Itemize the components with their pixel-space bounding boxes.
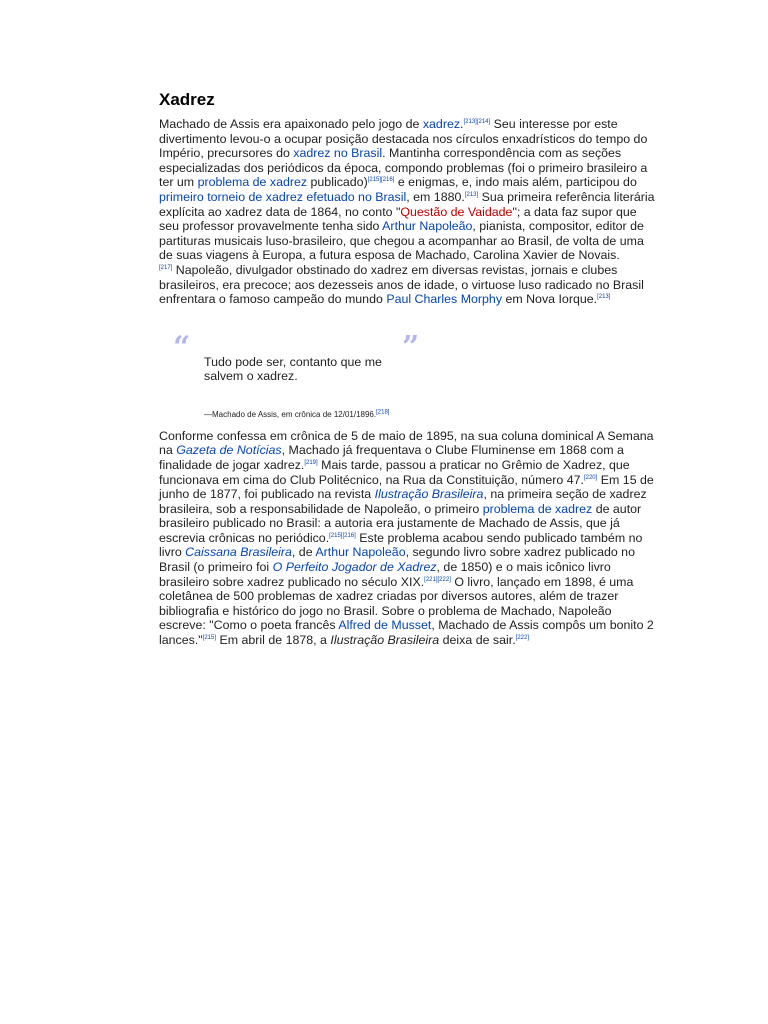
text: publicado): [307, 175, 368, 190]
reference-link[interactable]: [213][214]: [463, 118, 491, 125]
link-ilustracao-brasileira[interactable]: [375, 487, 484, 501]
reference-link[interactable]: [221][222]: [424, 576, 451, 583]
reference-link[interactable]: [218]: [376, 409, 390, 416]
text: "; a data faz supor que seu professor provavelmente tenha sido: [159, 204, 637, 234]
link-paul-charles-morphy[interactable]: Paul Charles Morphy: [386, 292, 503, 307]
link-problema-de-xadrez[interactable]: problema de xadrez: [482, 501, 593, 516]
text: Em 15 de junho de 1877, foi publicado na revista: [159, 472, 654, 502]
text: e enigmas, e, indo mais além, participou do: [394, 175, 637, 190]
link-questao-de-vaidade[interactable]: Questão de Vaidade: [400, 204, 513, 219]
article-section: [159, 88, 655, 648]
quote-attribution: [204, 410, 389, 420]
text: Sua primeira referência literária explícita ao xadrez data de 1864, no conto ": [159, 189, 655, 219]
reference-link[interactable]: [215][216]: [367, 177, 395, 184]
text: , pianista, compositor, editor de partituras musicais luso-brasileiro, que chegou a acompanhar ao Brasil, de volta de uma de suas viagens à Europa, a futura esposa de Machado, Carolina Xavier de Novais.: [159, 219, 644, 263]
link-alfred-de-musset[interactable]: Alfred de Musset: [338, 618, 432, 633]
text: Mais tarde, passou a praticar no Grêmio de Xadrez, que funcionava em cima do Club Politécnico, na Rua da Constituição, número 47.: [159, 457, 630, 487]
text: Em abril de 1878, a: [216, 633, 331, 648]
text: .: [460, 117, 464, 131]
link-perfeito-jogador[interactable]: [273, 560, 437, 574]
reference-link[interactable]: [213]: [464, 191, 479, 198]
link-arthur-napoleao[interactable]: Arthur Napoleão: [315, 545, 406, 560]
reference-link[interactable]: [222]: [515, 634, 530, 641]
link-problema-de-xadrez[interactable]: problema de xadrez: [197, 175, 308, 190]
reference-link[interactable]: [220]: [583, 474, 598, 481]
link-caissana-brasileira[interactable]: [185, 545, 292, 559]
text: Seu interesse por este divertimento levou-o a ocupar posição destacada nos círculos enxadrísticos do tempo do Império, precursores do: [159, 117, 648, 161]
text: , de: [291, 545, 316, 560]
text: O livro, lançado em 1898, é uma coletânea de 500 problemas de xadrez criadas por diversos autores, além de trazer bibliografia e histórico do jogo no Brasil. Sobre o problema de Machado, Napoleão escreve: "Como o poeta francês: [159, 574, 634, 633]
link-primeiro-torneio[interactable]: primeiro torneio de xadrez efetuado no Brasil: [159, 189, 407, 204]
italic-text: Gazeta de Notícias: [176, 443, 282, 458]
text: de autor brasileiro publicado no Brasil: a autoria era justamente de Machado de Assis, que já escrevia crônicas no periódico.: [159, 501, 642, 545]
paragraph-chess-history: [159, 429, 655, 648]
quote-text: Tudo pode ser, contanto que me salvem o xadrez.: [204, 354, 382, 384]
italic-text: Caissana Brasileira: [185, 545, 292, 560]
text: Este problema acabou sendo publicado também no livro: [159, 530, 643, 560]
text: em Nova Iorque.: [502, 292, 598, 307]
link-xadrez-no-brasil[interactable]: xadrez no Brasil: [293, 146, 383, 161]
reference-link[interactable]: [213]: [597, 294, 611, 300]
reference-link[interactable]: [217]: [159, 264, 173, 271]
text: , em 1880.: [406, 189, 465, 204]
link-gazeta-de-noticias[interactable]: [176, 443, 281, 457]
link-xadrez[interactable]: xadrez: [422, 117, 461, 131]
close-quote-icon: ”: [402, 329, 420, 365]
text: , Machado de Assis compôs um bonito 2 lances.": [159, 618, 654, 648]
text: , segundo livro sobre xadrez publicado no Brasil (o primeiro foi: [159, 545, 635, 575]
text: Napoleão, divulgador obstinado do xadrez em diversas revistas, jornais e clubes brasileiros, era precoce; aos dezesseis anos de idade, o virtuose luso radicado no Brasil enfrentara o famoso campeão do mundo: [159, 262, 644, 307]
open-quote-icon: “: [173, 329, 191, 365]
italic-text: O Perfeito Jogador de Xadrez: [272, 560, 437, 575]
reference-link[interactable]: [219]: [304, 459, 318, 466]
paragraph-chess-intro: [159, 117, 655, 307]
italic-text: Ilustração Brasileira: [374, 487, 484, 502]
link-arthur-napoleao[interactable]: Arthur Napoleão: [382, 219, 473, 234]
section-heading: Xadrez: [159, 90, 215, 109]
blockquote: [159, 321, 655, 429]
reference-link[interactable]: [215][216]: [329, 532, 356, 539]
reference-link[interactable]: [215]: [202, 634, 217, 641]
italic-text: Ilustração Brasileira: [330, 633, 440, 648]
text: , de 1850) e o mais icônico livro brasileiro sobre xadrez publicado no século XIX.: [159, 560, 611, 589]
text: . Mantinha correspondência com as seções especializadas dos periódicos da época, compondo problemas (foi o primeiro brasileiro a ter um: [159, 146, 648, 190]
attribution-text: —Machado de Assis, em crônica de 12/01/1896.: [204, 409, 377, 419]
text: , Machado já frequentava o Clube Fluminense em 1868 com a finalidade de jogar xadrez.: [159, 443, 624, 472]
text: , na primeira seção de xadrez brasileira, sob a responsabilidade de Napoleão, o primeiro: [159, 487, 647, 516]
text: Machado de Assis era apaixonado pelo jogo de: [159, 117, 423, 131]
text: Conforme confessa em crônica de 5 de maio de 1895, na sua coluna dominical A Semana na: [159, 428, 654, 458]
text: deixa de sair.: [439, 633, 516, 648]
